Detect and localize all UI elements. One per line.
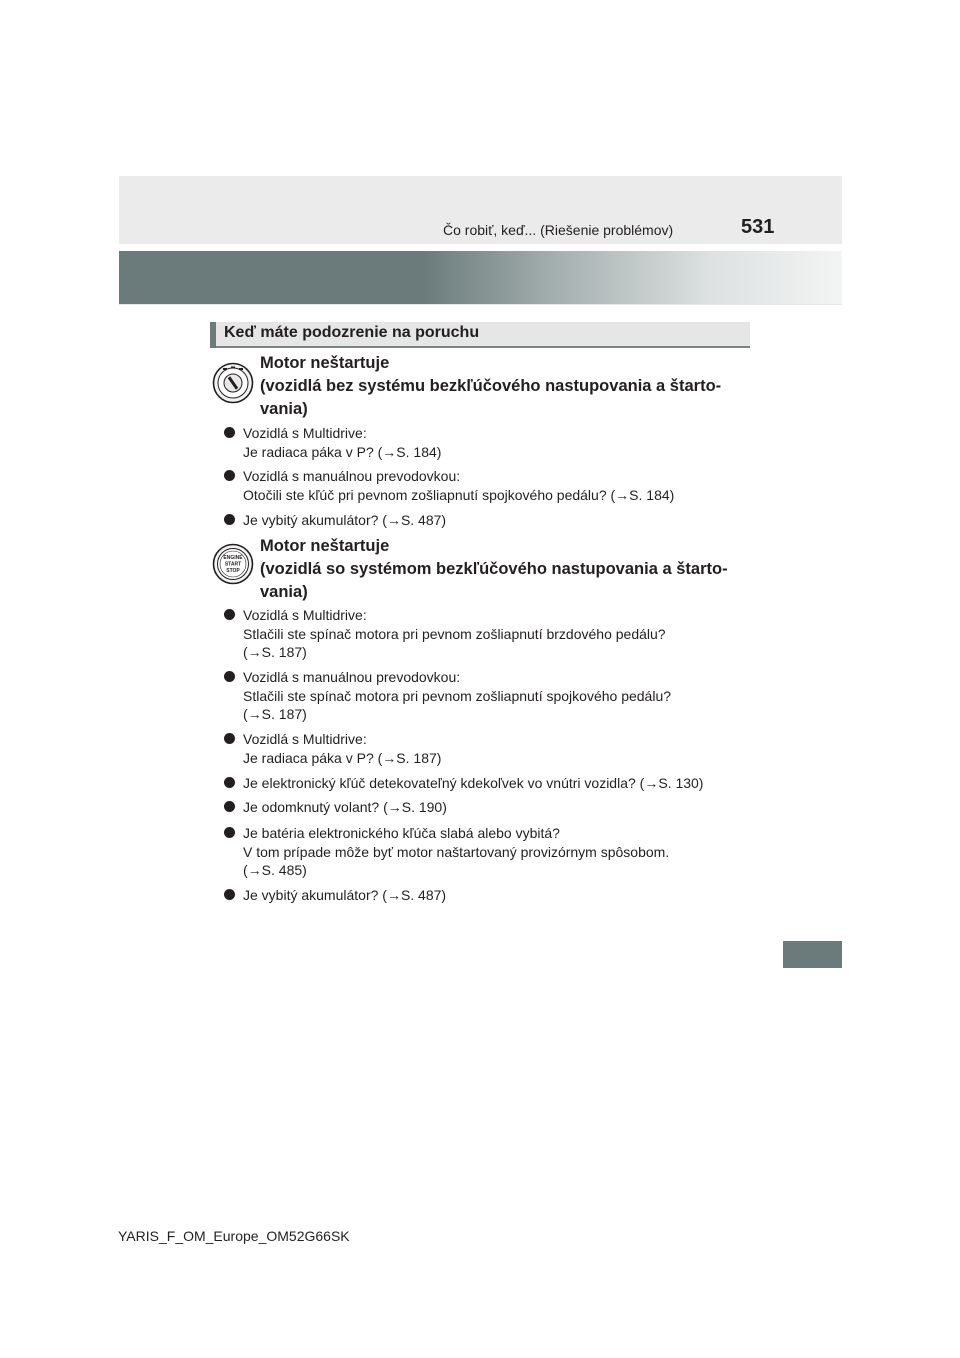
- bullet-icon: [224, 827, 235, 838]
- list-item-line: V tom prípade môže byť motor naštartovaný provizórnym spôsobom.: [243, 843, 670, 860]
- list-item: [224, 668, 754, 724]
- section-title: Keď máte podozrenie na poruchu: [224, 324, 480, 341]
- block1-heading-line: (vozidlá bez systému bezkľúčového nastupovania a štarto-: [260, 377, 722, 395]
- chapter-thumb-tab: [783, 941, 842, 968]
- stop-label: STOP: [226, 568, 240, 574]
- page-number: 531: [741, 216, 775, 238]
- engine-start-stop-icon: [212, 543, 254, 585]
- list-item-line: Je radiaca páka v P? (→S. 184): [243, 443, 442, 460]
- block1-heading-line: vania): [260, 400, 308, 418]
- section-header: [210, 322, 750, 348]
- list-item-line: (→S. 485): [243, 862, 307, 878]
- ignition-switch-icon: [212, 362, 254, 404]
- list-item-line: Vozidlá s Multidrive:: [243, 731, 367, 747]
- list-item: [224, 606, 754, 662]
- block2-heading-line: Motor neštartuje: [260, 537, 390, 555]
- bullet-icon: [224, 889, 235, 900]
- list-item: [224, 886, 754, 905]
- divider: [119, 304, 842, 305]
- list-item-line: Je batéria elektronického kľúča slabá alebo vybitá?: [243, 825, 560, 841]
- list-item: [224, 730, 754, 767]
- list-item: [224, 467, 754, 504]
- bullet-icon: [224, 777, 235, 788]
- list-item-line: Je elektronický kľúč detekovateľný kdekoľvek vo vnútri vozidla? (→S. 130): [243, 775, 704, 791]
- list-item: [224, 774, 754, 793]
- start-label: START: [224, 561, 242, 568]
- list-item: [224, 511, 754, 530]
- list-item-line: Je vybitý akumulátor? (→S. 487): [243, 887, 447, 903]
- list-item-line: Je radiaca páka v P? (→S. 187): [243, 749, 442, 766]
- block2-heading-line: (vozidlá so systémom bezkľúčového nastupovania a štarto-: [260, 560, 728, 578]
- bullet-icon: [224, 801, 235, 812]
- list-item-line: (→S. 187): [243, 644, 307, 660]
- list-item: [224, 824, 754, 880]
- list-item-line: (→S. 187): [243, 706, 307, 722]
- block2-heading-line: vania): [260, 583, 308, 601]
- bullet-icon: [224, 427, 235, 438]
- block1-heading-line: Motor neštartuje: [260, 354, 390, 372]
- block1-heading: [260, 352, 750, 421]
- chapter-title: Čo robiť, keď... (Riešenie problémov): [443, 222, 674, 238]
- bullet-icon: [224, 609, 235, 620]
- list-item-line: Otočili ste kľúč pri pevnom zošliapnutí spojkového pedálu? (→S. 184): [243, 486, 675, 503]
- chapter-gradient-bar: [119, 251, 842, 304]
- list-item-line: Stlačili ste spínač motora pri pevnom zošliapnutí brzdového pedálu?: [243, 625, 666, 642]
- list-item-line: Je odomknutý volant? (→S. 190): [243, 799, 447, 815]
- block2-heading: [260, 535, 750, 604]
- list-item-line: Vozidlá s manuálnou prevodovkou:: [243, 468, 461, 484]
- bullet-icon: [224, 514, 235, 525]
- bullet-icon: [224, 733, 235, 744]
- list-item-line: Vozidlá s manuálnou prevodovkou:: [243, 669, 461, 685]
- list-item-line: Vozidlá s Multidrive:: [243, 607, 367, 623]
- document-code: YARIS_F_OM_Europe_OM52G66SK: [118, 1228, 350, 1244]
- bullet-icon: [224, 671, 235, 682]
- engine-label: ENGINE: [223, 555, 243, 561]
- list-item: [224, 798, 754, 817]
- list-item-line: Stlačili ste spínač motora pri pevnom zošliapnutí spojkového pedálu?: [243, 687, 672, 704]
- bullet-icon: [224, 470, 235, 481]
- list-item-line: Je vybitý akumulátor? (→S. 487): [243, 512, 447, 528]
- list-item-line: Vozidlá s Multidrive:: [243, 425, 367, 441]
- list-item: [224, 424, 754, 461]
